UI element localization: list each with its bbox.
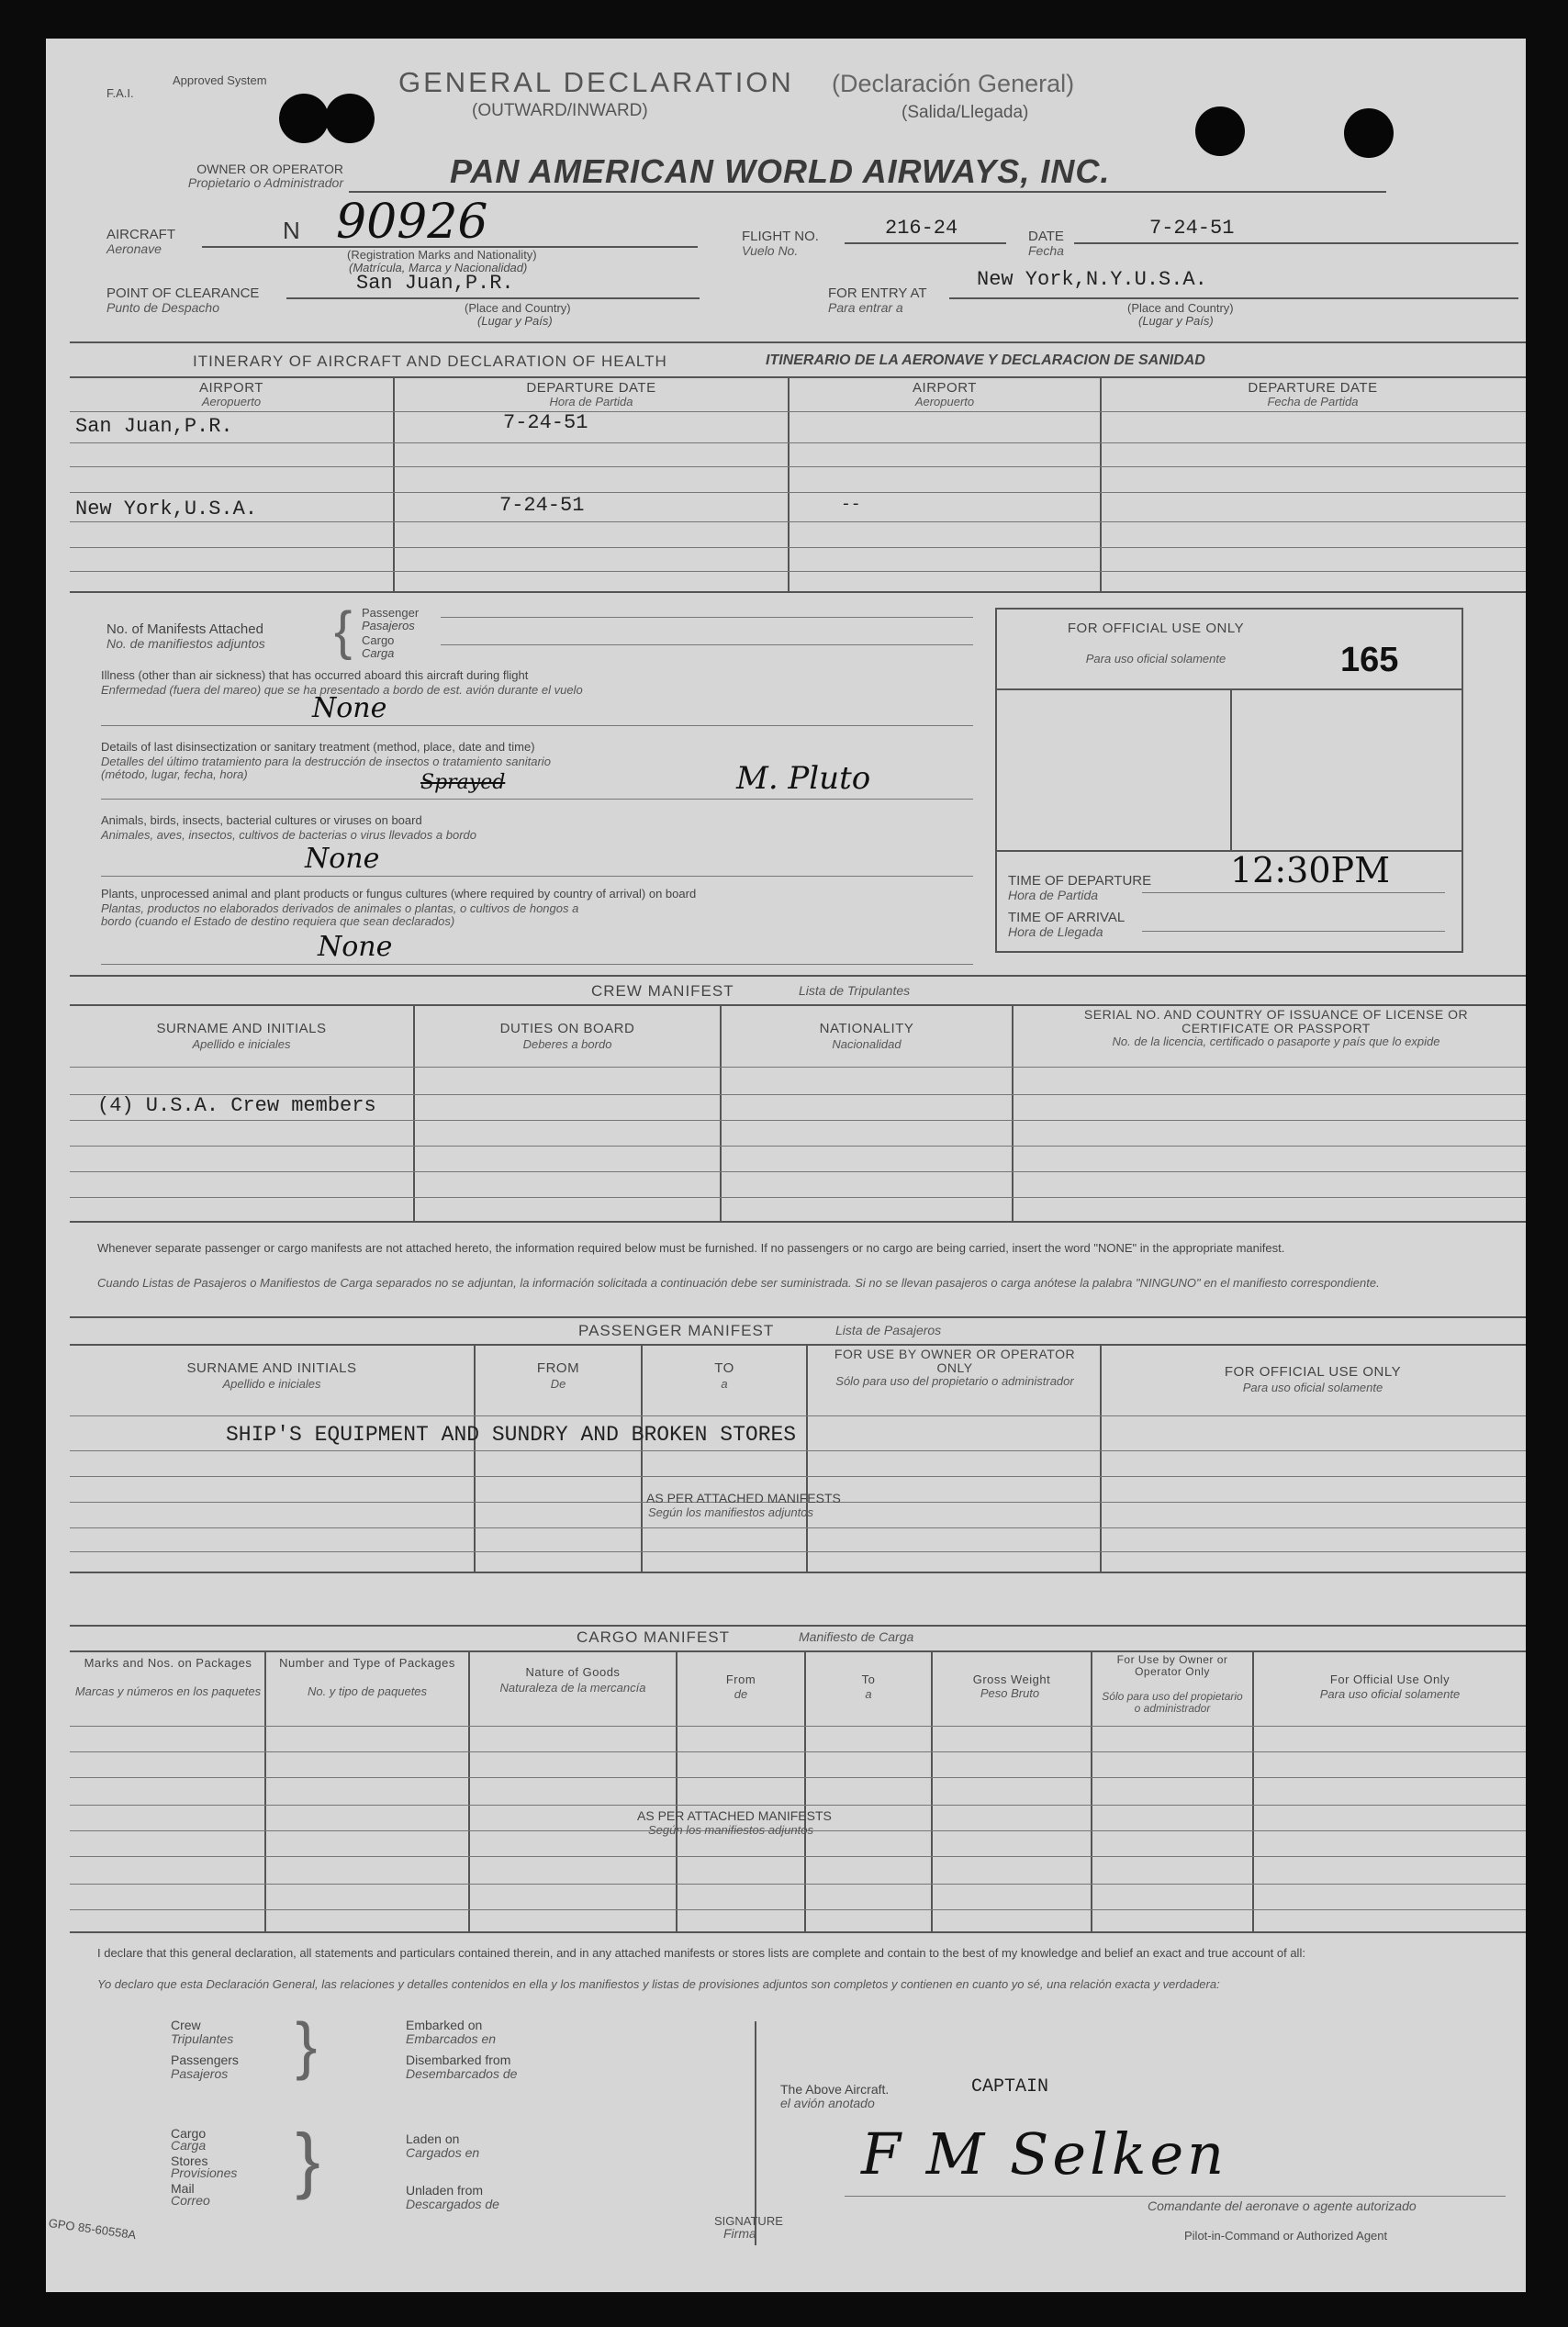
flight-label: FLIGHT NO.: [742, 229, 819, 244]
rule: [70, 492, 1526, 493]
divider: [1012, 1004, 1014, 1221]
rule: [70, 411, 1526, 412]
date-label-es: Fecha: [1028, 243, 1064, 258]
total-cargo: Cargo: [171, 2126, 207, 2141]
passenger-col-5: FOR OFFICIAL USE ONLY: [1224, 1364, 1402, 1380]
rule: [1142, 892, 1445, 893]
rule: [70, 1777, 1526, 1778]
crew-title: CREW MANIFEST: [591, 982, 734, 1000]
unladen: Unladen from: [406, 2183, 484, 2198]
rule: [70, 1650, 1526, 1652]
cargo-col-6: Gross Weight: [972, 1673, 1051, 1686]
col-departure-2: DEPARTURE DATE: [1248, 380, 1378, 396]
entry-note-es: (Lugar y País): [1138, 314, 1214, 328]
plants-label: Plants, unprocessed animal and plant products or fungus cultures (where required by country of arrival) on board: [101, 887, 697, 901]
brace: }: [296, 2009, 318, 2081]
col-airport-2: AIRPORT: [913, 380, 977, 396]
animals-label: Animals, birds, insects, bacterial cultures or viruses on board: [101, 813, 422, 827]
rule: [1142, 931, 1445, 932]
rule: [70, 376, 1526, 378]
embarked-es: Embarcados en: [406, 2031, 497, 2046]
rule: [101, 725, 973, 726]
punch-hole: [1195, 106, 1245, 156]
rule: [70, 1909, 1526, 1910]
passenger-col-2-es: De: [550, 1377, 566, 1391]
form-title-es: (Declaración General): [832, 70, 1075, 97]
rule: [70, 1805, 1526, 1806]
approved-system: Approved System: [173, 73, 267, 87]
owner-label: OWNER OR OPERATOR: [196, 162, 343, 176]
passenger-attached-es: Según los manifiestos adjuntos: [648, 1505, 813, 1519]
passenger-col-2: FROM: [536, 1360, 580, 1376]
itinerary-departure-2: 7-24-51: [499, 494, 585, 517]
divider: [1091, 1650, 1092, 1931]
cargo-col-4: From: [725, 1673, 756, 1686]
entry-line: [949, 297, 1518, 299]
divider: [806, 1344, 808, 1572]
date-value: 7-24-51: [1149, 217, 1235, 240]
total-mail-es: Correo: [171, 2193, 210, 2208]
cargo-col-2-es: No. y tipo de paquetes: [307, 1684, 428, 1698]
disinsect-label-es: Detalles del último tratamiento para la destrucción de insectos o tratamiento sanitario: [101, 755, 551, 768]
rule: [70, 571, 1526, 572]
passenger-label-es: Pasajeros: [362, 619, 415, 632]
arrival-time-label: TIME OF ARRIVAL: [1008, 910, 1126, 925]
total-crew: Crew: [171, 2018, 201, 2032]
form-subtitle: (OUTWARD/INWARD): [472, 101, 648, 120]
date-line: [1074, 242, 1518, 244]
itinerary-airport-1: San Juan,P.R.: [75, 415, 233, 438]
rule: [70, 1316, 1526, 1318]
passenger-col-3-es: a: [721, 1377, 728, 1391]
rule: [70, 1884, 1526, 1885]
punch-hole: [1344, 108, 1394, 158]
form-subtitle-es: (Salida/Llegada): [902, 103, 1029, 122]
rule: [70, 1751, 1526, 1752]
manifests-label: No. of Manifests Attached: [106, 621, 263, 637]
total-passengers: Passengers: [171, 2053, 239, 2067]
brace: {: [334, 601, 353, 661]
laden: Laden on: [406, 2131, 460, 2146]
illness-label: Illness (other than air sickness) that has occurred aboard this aircraft during flight: [101, 668, 529, 682]
unladen-es: Descargados de: [406, 2197, 499, 2211]
total-cargo-es: Carga: [171, 2138, 207, 2153]
crew-entry: (4) U.S.A. Crew members: [97, 1094, 376, 1117]
cargo-title-es: Manifiesto de Carga: [799, 1629, 914, 1644]
cargo-col-8-es: Para uso oficial solamente: [1319, 1687, 1461, 1701]
itinerary-title-es: ITINERARIO DE LA AERONAVE Y DECLARACION DE SANIDAD: [766, 352, 1205, 368]
crew-col-2-es: Deberes a bordo: [522, 1037, 612, 1051]
divider: [1230, 688, 1232, 850]
entry-note: (Place and Country): [1127, 301, 1234, 315]
col-airport: AIRPORT: [199, 380, 263, 396]
crew-col-3-es: Nacionalidad: [832, 1037, 902, 1051]
cargo-col-2: Number and Type of Packages: [279, 1656, 455, 1670]
crew-col-4-es: No. de la licencia, certificado o pasaporte y país que lo expide: [1112, 1035, 1440, 1048]
form-footer-code: GPO 85-60558A: [47, 2216, 138, 2243]
total-passengers-es: Pasajeros: [171, 2066, 229, 2081]
commander-label: Pilot-in-Command or Authorized Agent: [1184, 2229, 1388, 2243]
rule: [101, 799, 973, 800]
signature-line: [845, 2196, 1506, 2197]
divider: [1100, 376, 1102, 591]
form-title: GENERAL DECLARATION: [398, 66, 794, 98]
passenger-col-5-es: Para uso oficial solamente: [1242, 1381, 1383, 1394]
illness-label-es: Enfermedad (fuera del mareo) que se ha presentado a bordo de est. avión durante el vuelo: [101, 683, 583, 697]
clearance-line: [286, 297, 700, 299]
col-departure-2-es: Fecha de Partida: [1267, 395, 1359, 408]
col-airport-2-es: Aeropuerto: [914, 395, 975, 408]
punch-hole: [325, 94, 375, 143]
notice-es: Cuando Listas de Pasajeros o Manifiestos de Carga separados no se adjuntan, la información solicitada a continuación debe ser suministrada. Si no se llevan pasajeros o carga anótese la palabra "NINGUNO" en el manifiesto correspondiente.: [97, 1276, 1380, 1290]
rule: [70, 1344, 1526, 1346]
rule: [441, 644, 973, 645]
notice-en: Whenever separate passenger or cargo manifests are not attached hereto, the information required below must be furnished. If no passengers or no cargo are being carried, insert the word "NONE" in the appropriate manifest.: [97, 1241, 1285, 1255]
rule: [101, 876, 973, 877]
clearance-note-es: (Lugar y País): [477, 314, 553, 328]
flight-value: 216-24: [885, 217, 958, 240]
disinsect-signature: M. Pluto: [736, 760, 871, 797]
animals-label-es: Animales, aves, insectos, cultivos de bacterias o virus llevados a bordo: [101, 828, 476, 842]
rule: [70, 1004, 1526, 1006]
punch-hole: [279, 94, 329, 143]
clearance-value: San Juan,P.R.: [356, 272, 514, 295]
passenger-col-4: FOR USE BY OWNER OR OPERATOR ONLY: [834, 1347, 1076, 1375]
col-departure: DEPARTURE DATE: [526, 380, 656, 396]
brace: }: [296, 2119, 320, 2200]
rule: [441, 617, 973, 618]
clearance-note: (Place and Country): [465, 301, 571, 315]
passenger-entry: SHIP'S EQUIPMENT AND SUNDRY AND BROKEN STORES: [226, 1423, 797, 1447]
rule: [70, 466, 1526, 467]
aircraft-prefix: N: [283, 217, 300, 244]
rule: [70, 1450, 1526, 1451]
passenger-col-1-es: Apellido e iniciales: [222, 1377, 321, 1391]
rule: [70, 1171, 1526, 1172]
rule: [70, 1625, 1526, 1627]
passenger-col-3: TO: [714, 1360, 734, 1376]
official-use-label-es: Para uso oficial solamente: [1085, 652, 1226, 666]
entry-label: FOR ENTRY AT: [828, 285, 927, 301]
cargo-col-3: Nature of Goods: [525, 1665, 621, 1679]
departure-time-value: 12:30PM: [1230, 850, 1390, 890]
plants-label-es-2: bordo (cuando el Estado de destino requiera que sean declarados): [101, 914, 455, 928]
cargo-col-7-es: Sólo para uso del propietario o administrador: [1102, 1690, 1243, 1715]
rule: [70, 1067, 1526, 1068]
plants-value: None: [318, 931, 393, 963]
divider: [755, 2021, 756, 2245]
crew-col-1-es: Apellido e iniciales: [192, 1037, 291, 1051]
rule: [995, 688, 1463, 690]
rule: [101, 964, 973, 965]
crew-col-4: SERIAL NO. AND COUNTRY OF ISSUANCE OF LICENSE OR CERTIFICATE OR PASSPORT: [1083, 1007, 1469, 1035]
itinerary-departure-1: 7-24-51: [503, 411, 588, 434]
crew-col-3: NATIONALITY: [819, 1021, 914, 1036]
passenger-col-1: SURNAME AND INITIALS: [186, 1360, 357, 1376]
crew-col-2: DUTIES ON BOARD: [499, 1021, 635, 1036]
owner-value: PAN AMERICAN WORLD AIRWAYS, INC.: [450, 152, 1111, 190]
rule: [70, 1572, 1526, 1573]
flight-line: [845, 242, 1006, 244]
cargo-col-7: For Use by Owner or Operator Only: [1116, 1653, 1228, 1678]
rule: [70, 442, 1526, 443]
declaration-es: Yo declaro que esta Declaración General, las relaciones y detalles contenidos en ella y los manifiestos y listas de provisiones adjuntos son completos y contienen en cuanto yo sé, una relación exacta y verdadera:: [97, 1977, 1220, 1991]
crew-col-1: SURNAME AND INITIALS: [156, 1021, 327, 1036]
rule: [995, 850, 1463, 852]
cargo-col-8: For Official Use Only: [1329, 1673, 1450, 1686]
itinerary-airport-2: New York,U.S.A.: [75, 498, 258, 520]
crew-title-es: Lista de Tripulantes: [799, 983, 911, 998]
aircraft-note: (Registration Marks and Nationality): [347, 248, 537, 262]
clearance-label-es: Punto de Despacho: [106, 300, 219, 315]
rule: [70, 1931, 1526, 1933]
cargo-label: Cargo: [362, 633, 395, 647]
departure-time-label-es: Hora de Partida: [1008, 888, 1099, 902]
cargo-col-1-es: Marcas y números en los paquetes: [74, 1684, 262, 1698]
rule: [70, 591, 1526, 593]
col-departure-es: Hora de Partida: [549, 395, 633, 408]
owner-label-es: Propietario o Administrador: [187, 175, 343, 190]
official-use-label: FOR OFFICIAL USE ONLY: [1067, 621, 1245, 636]
divider: [393, 376, 395, 591]
aircraft-number: 90926: [336, 195, 488, 250]
passenger-col-4-es: Sólo para uso del propietario o administrador: [835, 1374, 1074, 1388]
cargo-col-5: To: [861, 1673, 876, 1686]
signature-label: SIGNATURE: [714, 2214, 783, 2228]
total-stores-es: Provisiones: [171, 2165, 238, 2180]
col-airport-es: Aeropuerto: [201, 395, 262, 408]
passenger-label: Passenger: [362, 606, 420, 620]
commander-es: Comandante del aeronave o agente autorizado: [1148, 2198, 1417, 2213]
rule: [70, 547, 1526, 548]
disembarked: Disembarked from: [406, 2053, 511, 2067]
date-label: DATE: [1028, 229, 1064, 244]
cargo-attached-es: Según los manifiestos adjuntos: [648, 1823, 813, 1837]
above-aircraft: The Above Aircraft.: [780, 2082, 890, 2097]
entry-value: New York,N.Y.U.S.A.: [977, 268, 1207, 291]
manifests-label-es: No. de manifiestos adjuntos: [106, 636, 265, 651]
cargo-attached: AS PER ATTACHED MANIFESTS: [637, 1808, 832, 1823]
disinsect-label-es-2: (método, lugar, fecha, hora): [101, 767, 248, 781]
rule: [70, 1527, 1526, 1528]
laden-es: Cargados en: [406, 2145, 480, 2160]
total-crew-es: Tripulantes: [171, 2031, 234, 2046]
cargo-col-5-es: a: [865, 1687, 872, 1701]
clearance-label: POINT OF CLEARANCE: [106, 285, 260, 301]
cargo-col-1: Marks and Nos. on Packages: [84, 1656, 252, 1670]
rule: [70, 521, 1526, 522]
rule: [70, 975, 1526, 977]
passenger-title-es: Lista de Pasajeros: [835, 1323, 942, 1337]
form-code: F.A.I.: [106, 86, 134, 100]
rule: [70, 1221, 1526, 1223]
cargo-col-6-es: Peso Bruto: [980, 1686, 1040, 1700]
captain-signature: F M Selken: [861, 2120, 1228, 2187]
divider: [788, 376, 790, 591]
declaration-form: [46, 39, 1526, 2292]
illness-value: None: [312, 692, 387, 724]
signature-role: CAPTAIN: [971, 2076, 1049, 2098]
aircraft-label-es: Aeronave: [106, 241, 162, 256]
rule: [70, 1856, 1526, 1857]
plants-label-es: Plantas, productos no elaborados derivados de animales o plantas, o cultivos de hongos a: [101, 901, 579, 915]
passenger-title: PASSENGER MANIFEST: [578, 1322, 775, 1339]
cargo-label-es: Carga: [362, 646, 395, 660]
disembarked-es: Desembarcados de: [406, 2066, 518, 2081]
animals-value: None: [305, 843, 380, 875]
total-mail: Mail: [171, 2181, 195, 2196]
arrival-time-label-es: Hora de Llegada: [1008, 924, 1103, 939]
rule: [70, 1197, 1526, 1198]
owner-line: [349, 191, 1386, 193]
rule: [70, 1415, 1526, 1416]
aircraft-note-es: (Matrícula, Marca y Nacionalidad): [349, 261, 528, 274]
total-stores: Stores: [171, 2154, 208, 2168]
official-use-number: 165: [1340, 641, 1399, 679]
signature-label-es: Firma: [723, 2226, 756, 2241]
aircraft-label: AIRCRAFT: [106, 227, 175, 242]
entry-label-es: Para entrar a: [828, 300, 903, 315]
itinerary-title: ITINERARY OF AIRCRAFT AND DECLARATION OF HEALTH: [193, 352, 667, 370]
departure-time-label: TIME OF DEPARTURE: [1008, 873, 1152, 889]
rule: [70, 1726, 1526, 1727]
rule: [70, 1146, 1526, 1147]
embarked: Embarked on: [406, 2018, 483, 2032]
cargo-col-4-es: de: [734, 1687, 748, 1701]
passenger-attached: AS PER ATTACHED MANIFESTS: [646, 1491, 841, 1505]
cargo-title: CARGO MANIFEST: [577, 1628, 731, 1646]
itinerary-dash: --: [841, 496, 861, 514]
declaration-en: I declare that this general declaration, all statements and particulars contained therein, and in any attached manifests or stores lists are complete and contain to the best of my knowledge and belief an exact and true account of all:: [97, 1946, 1305, 1960]
rule: [70, 1551, 1526, 1552]
above-aircraft-es: el avión anotado: [780, 2096, 875, 2110]
flight-label-es: Vuelo No.: [742, 243, 799, 258]
divider: [931, 1650, 933, 1931]
cargo-col-3-es: Naturaleza de la mercancía: [499, 1681, 646, 1695]
disinsect-label: Details of last disinsectization or sanitary treatment (method, place, date and time): [101, 740, 535, 754]
rule: [70, 1476, 1526, 1477]
rule: [70, 1120, 1526, 1121]
disinsect-value: Sprayed: [420, 771, 506, 794]
rule: [70, 341, 1526, 343]
